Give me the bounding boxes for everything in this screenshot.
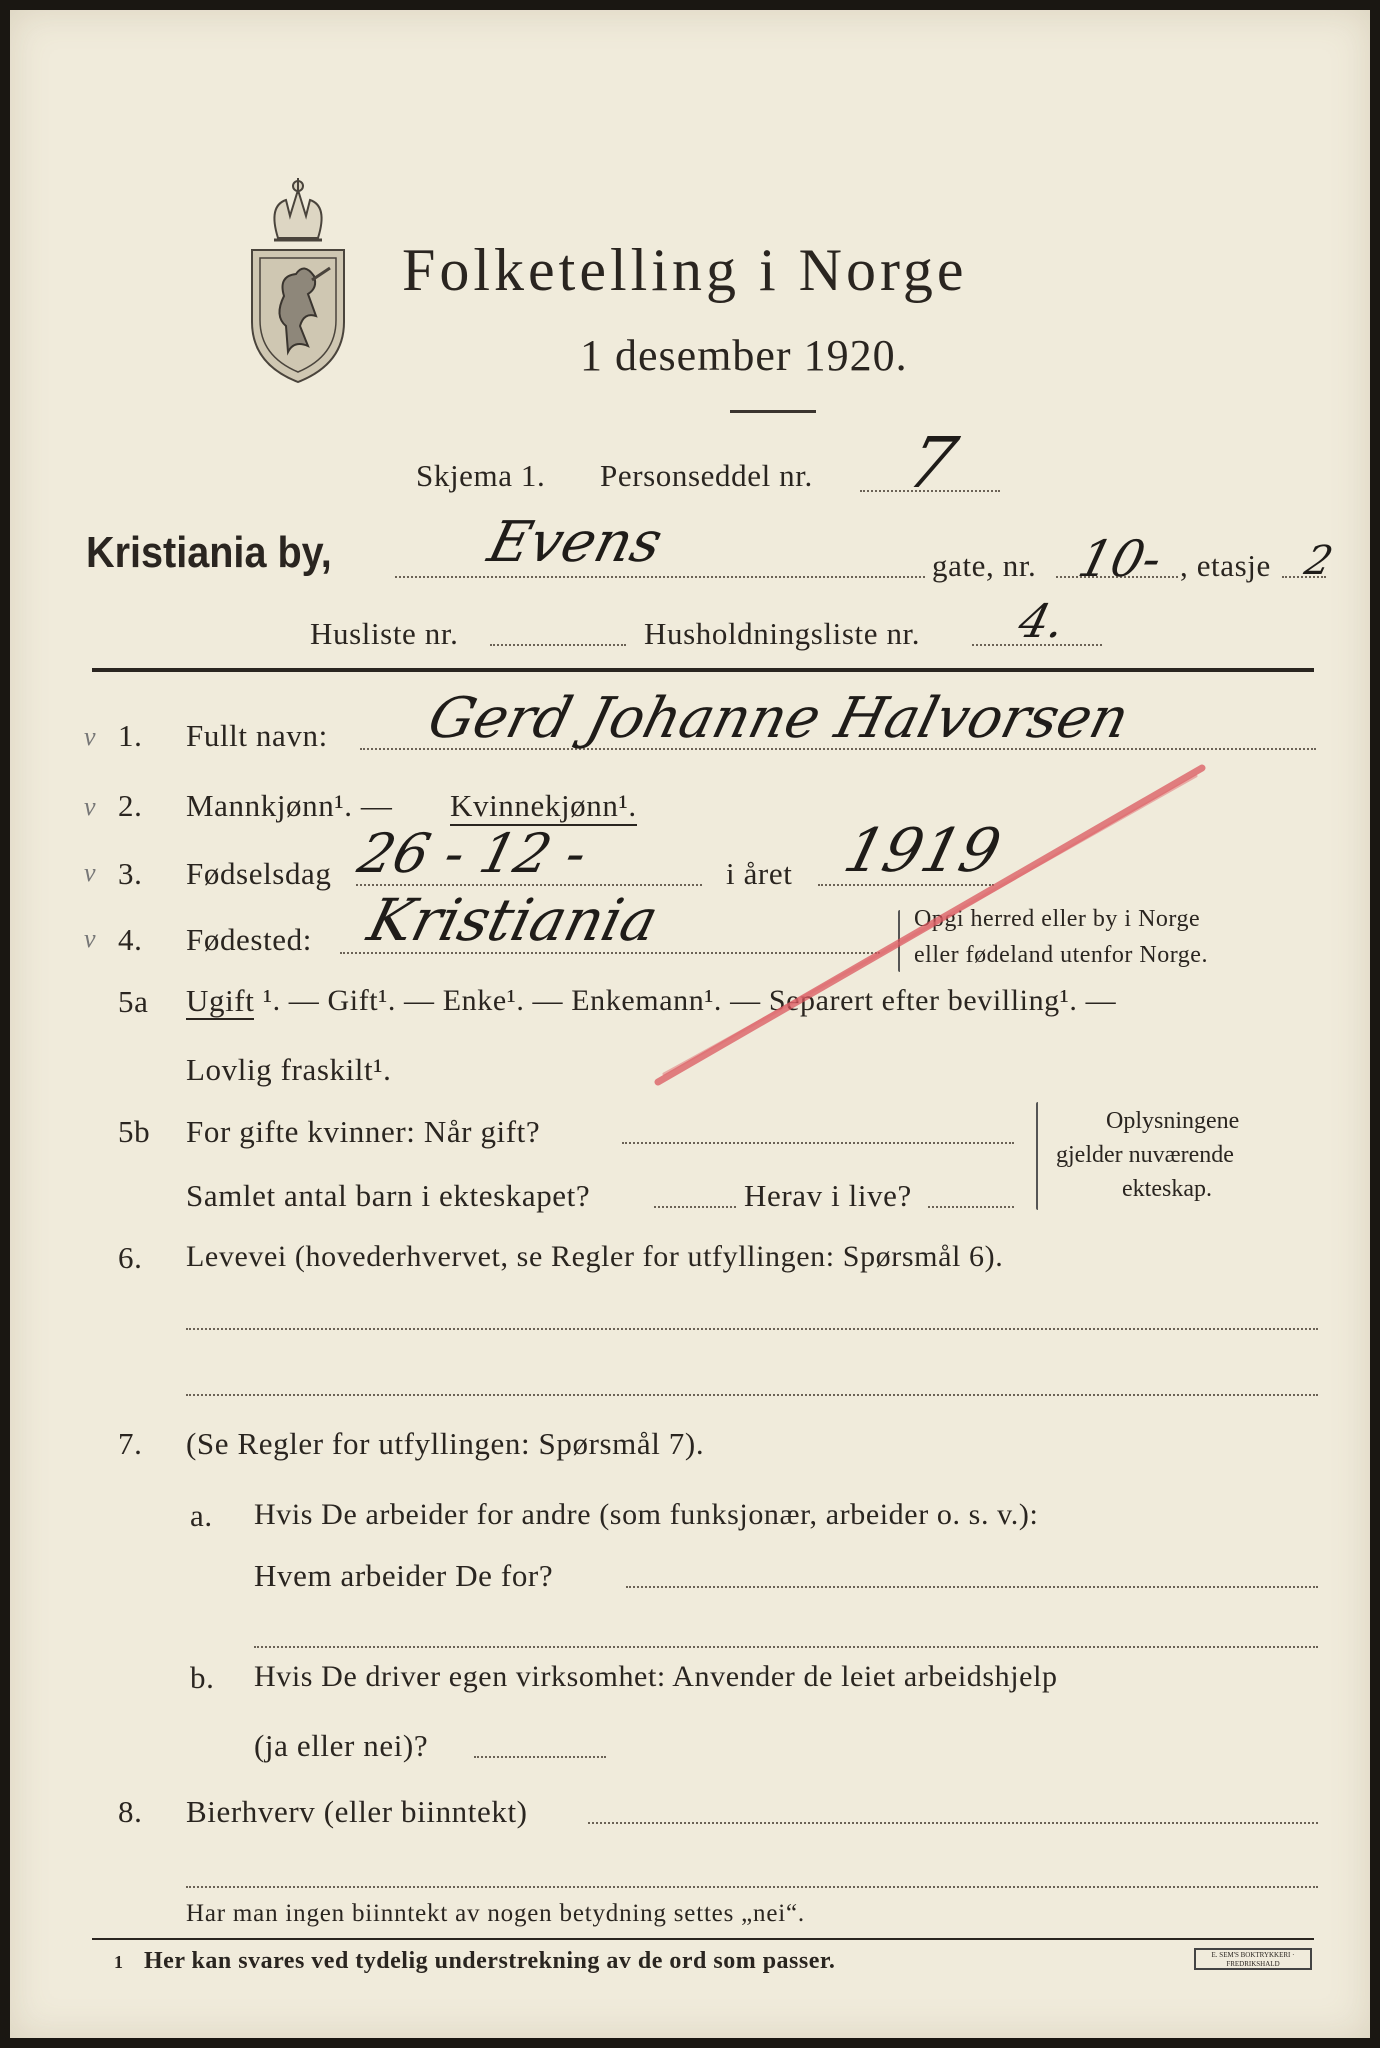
q6-text: Levevei (hovederhvervet, se Regler for utfyllingen: Spørsmål 6). <box>186 1240 1004 1273</box>
q4-label: Fødested: <box>186 922 312 957</box>
form-date: 1 desember 1920. <box>580 331 908 380</box>
footnote-text: Her kan svares ved tydelig understrekning av de ord som passer. <box>144 1948 836 1974</box>
q5b-when-married-label: For gifte kvinner: Når gift? <box>186 1114 541 1149</box>
section-divider <box>92 668 1314 672</box>
q3-birth-year: 1919 <box>837 816 1008 886</box>
personseddel-label: Personseddel nr. <box>600 458 813 493</box>
q3-label: Fødselsdag <box>186 856 332 891</box>
q4-note-line-1: Opgi herred eller by i Norge <box>914 906 1201 932</box>
q8-field-line-2 <box>186 1886 1318 1888</box>
q7b-field-line <box>474 1756 606 1758</box>
husliste-label: Husliste nr. <box>310 616 459 651</box>
q6-number: 6. <box>118 1240 143 1275</box>
q4-note-line-2: eller fødeland utenfor Norge. <box>914 942 1208 968</box>
q1-check-mark: v <box>84 722 96 751</box>
q6-field-line-1 <box>186 1328 1318 1330</box>
q7a-employer-field-line <box>626 1586 1318 1588</box>
q5b-when-married-field-line <box>622 1142 1014 1144</box>
q7b-label: b. <box>190 1660 215 1695</box>
street-field-line <box>395 576 925 578</box>
q5a-divorced-option: Lovlig fraskilt¹. <box>186 1052 392 1087</box>
street-value: Evens <box>481 510 669 575</box>
q5b-note-line-1: Oplysningene <box>1106 1108 1240 1134</box>
q7-text: (Se Regler for utfyllingen: Spørsmål 7). <box>186 1426 705 1461</box>
q3-check-mark: v <box>84 858 96 887</box>
footer-divider <box>92 1938 1314 1940</box>
q6-field-line-2 <box>186 1394 1318 1396</box>
q7a-text: Hvis De arbeider for andre (som funksjonær, arbeider o. s. v.): <box>254 1498 1039 1531</box>
q1-full-name: Gerd Johanne Halvorsen <box>421 686 1136 751</box>
q7a-label: a. <box>190 1498 213 1533</box>
q5a-unmarried-option-underlined: Ugift <box>186 983 255 1018</box>
q4-check-mark: v <box>84 924 96 953</box>
biinntekt-note: Har man ingen biinntekt av nogen betydning settes „nei“. <box>186 1900 805 1927</box>
q3-year-label: i året <box>726 856 793 891</box>
q2-check-mark: v <box>84 792 96 821</box>
personseddel-value: 7 <box>899 422 965 504</box>
q7b-text: Hvis De driver egen virksomhet: Anvender de leiet arbeidshjelp <box>254 1660 1058 1693</box>
q8-field-line-1 <box>588 1822 1318 1824</box>
q5b-alive-label: Herav i live? <box>744 1178 912 1213</box>
husliste-field-line <box>490 644 626 646</box>
census-form-page <box>10 10 1370 2038</box>
footnote-number: 1 <box>114 1952 123 1972</box>
q2-female-option-underlined: Kvinnekjønn¹. <box>450 788 637 826</box>
q3-number: 3. <box>118 856 143 891</box>
husholdningsliste-value: 4. <box>1013 594 1071 648</box>
q4-number: 4. <box>118 922 143 957</box>
q5b-alive-field-line <box>928 1206 1014 1208</box>
q8-number: 8. <box>118 1794 143 1829</box>
q7-number: 7. <box>118 1426 143 1461</box>
q7b-yes-no-label: (ja eller nei)? <box>254 1728 429 1763</box>
q1-number: 1. <box>118 718 143 753</box>
q2-number: 2. <box>118 788 143 823</box>
q5b-note-line-2: gjelder nuværende <box>1056 1142 1234 1168</box>
q8-text: Bierhverv (eller biinntekt) <box>186 1794 528 1829</box>
q7a-field-line-2 <box>254 1646 1318 1648</box>
q7a-employer-label: Hvem arbeider De for? <box>254 1558 554 1593</box>
husholdningsliste-label: Husholdningsliste nr. <box>644 616 921 651</box>
q5b-note-line-3: ekteskap. <box>1122 1176 1212 1202</box>
skjema-label: Skjema 1. <box>416 458 546 493</box>
form-title: Folketelling i Norge <box>402 237 968 303</box>
q5a-number: 5a <box>118 984 149 1019</box>
q3-birth-date: 26 - 12 - <box>352 822 594 885</box>
city-label: Kristiania by, <box>86 528 332 577</box>
q2-male-option: Mannkjønn¹. — <box>186 788 393 823</box>
q5a-options: ¹. — Gift¹. — Enke¹. — Enkemann¹. — Separert efter bevilling¹. — <box>263 984 1117 1017</box>
red-pencil-strike-mark <box>650 760 1210 1090</box>
q4-birthplace: Kristiania <box>361 886 665 954</box>
etasje-label: , etasje <box>1180 548 1271 583</box>
etasje-value: 2 <box>1300 538 1338 584</box>
q5b-children-label: Samlet antal barn i ekteskapet? <box>186 1178 591 1213</box>
gate-label: gate, nr. <box>932 548 1037 583</box>
gate-nr-value: 10- <box>1072 530 1168 588</box>
coat-of-arms-icon <box>238 176 358 388</box>
q5b-children-field-line <box>654 1206 736 1208</box>
q5b-number: 5b <box>118 1114 151 1149</box>
q1-label: Fullt navn: <box>186 718 328 753</box>
printer-stamp: E. SEM'S BOKTRYKKERI · FREDRIKSHALD <box>1194 1948 1312 1970</box>
q5b-note-brace <box>1036 1102 1038 1210</box>
title-divider <box>730 410 816 413</box>
